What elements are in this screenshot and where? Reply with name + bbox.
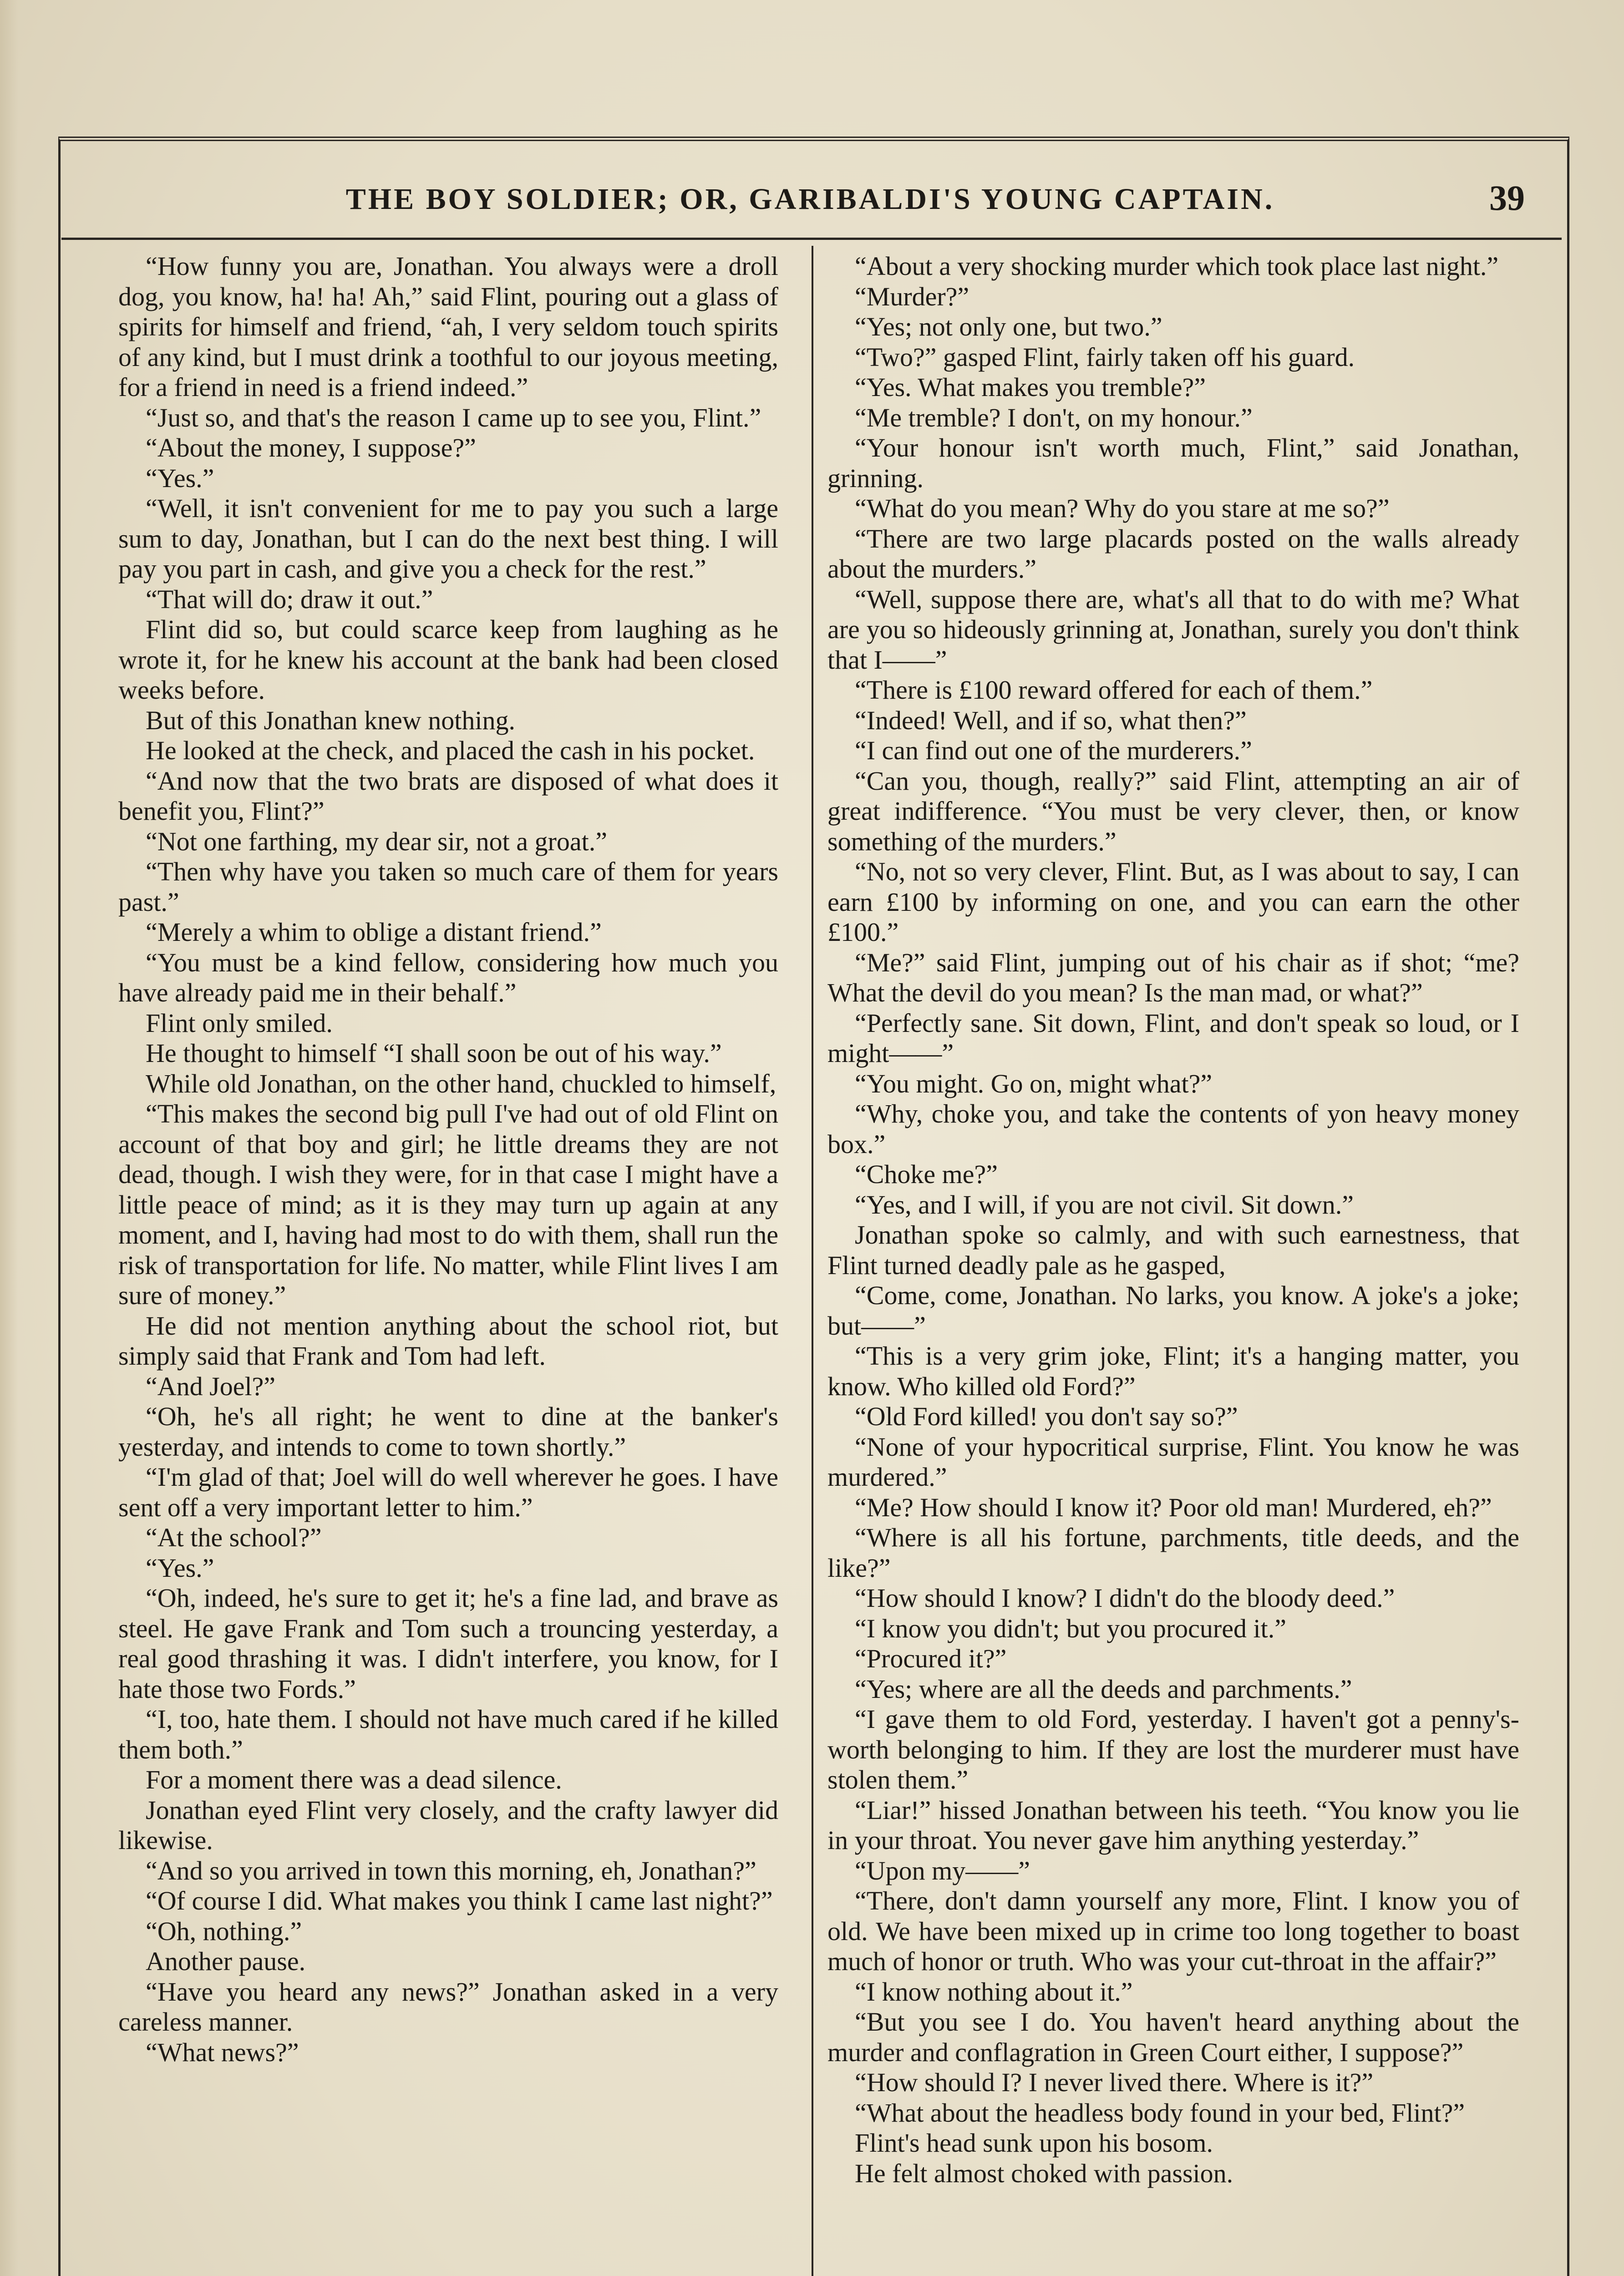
paragraph: “There is £100 reward offered for each of them.”: [855, 675, 1373, 705]
paragraph: “What about the headless body found in your bed, Flint?”: [855, 2098, 1465, 2128]
paragraph: “And now that the two brats are disposed of what does it benefit you, Flint?”: [118, 766, 778, 826]
paragraph: “Old Ford killed! you don't say so?”: [855, 1402, 1238, 1431]
paragraph: “There are two large placards posted on the walls already about the murders.”: [827, 523, 1519, 584]
paragraph: Flint's head sunk upon his bosom.: [855, 2128, 1213, 2158]
paragraph: “I'm glad of that; Joel will do well wherever he goes. I have sent off a very important letter to him.”: [118, 1462, 778, 1522]
paragraph: “I know nothing about it.”: [855, 1976, 1133, 2007]
right-column: [827, 251, 1519, 2189]
paragraph: “You must be a kind fellow, considering how much you have already paid me in their behalf.”: [118, 947, 778, 1007]
paragraph: “But you see I do. You haven't heard anything about the murder and conflagration in Green Court either, I suppose?”: [827, 2007, 1519, 2067]
paragraph: “Oh, indeed, he's sure to get it; he's a fine lad, and brave as steel. He gave Frank and Tom such a trouncing yesterday, a real good thrashing it was. I didn't interfere, you know, for I hate those two Fords.”: [118, 1583, 778, 1704]
paragraph: “Not one farthing, my dear sir, not a groat.”: [146, 826, 607, 856]
header-rule: [61, 238, 1562, 240]
paragraph: “Me tremble? I don't, on my honour.”: [855, 402, 1253, 432]
paragraph: “Well, it isn't convenient for me to pay you such a large sum to day, Jonathan, but I can do the next best thing. I will pay you part in cash, and give you a check for the rest.”: [118, 493, 778, 584]
paragraph: “Can you, though, really?” said Flint, attempting an air of great indifference. “You must be very clever, then, or know something of the murders.”: [827, 766, 1519, 856]
paragraph: “Indeed! Well, and if so, what then?”: [855, 705, 1247, 735]
paragraph: “Procured it?”: [855, 1644, 1007, 1673]
paragraph: “I know you didn't; but you procured it.”: [855, 1613, 1286, 1643]
paragraph: “Yes; where are all the deeds and parchments.”: [855, 1674, 1352, 1704]
running-header: [59, 178, 1561, 232]
paragraph: “Of course I did. What makes you think I came last night?”: [146, 1886, 773, 1915]
paragraph: “And Joel?”: [146, 1371, 276, 1401]
paragraph: “Oh, nothing.”: [146, 1916, 302, 1946]
paragraph: “Me?” said Flint, jumping out of his chair as if shot; “me? What the devil do you mean? Is the man mad, or what?”: [827, 947, 1519, 1007]
paragraph: For a moment there was a dead silence.: [146, 1765, 562, 1794]
paragraph: “At the school?”: [146, 1523, 322, 1552]
paragraph: “Me? How should I know it? Poor old man! Murdered, eh?”: [855, 1492, 1492, 1522]
paragraph: “Two?” gasped Flint, fairly taken off his guard.: [855, 342, 1355, 372]
column-divider: [812, 246, 813, 2276]
paragraph: “This is a very grim joke, Flint; it's a hanging matter, you know. Who killed old Ford?”: [827, 1341, 1519, 1401]
paragraph: “Your honour isn't worth much, Flint,” said Jonathan, grinning.: [827, 433, 1519, 493]
paragraph: “Liar!” hissed Jonathan between his teeth. “You know you lie in your throat. You never gave him anything yesterday.”: [827, 1795, 1519, 1855]
paragraph: “None of your hypocritical surprise, Flint. You know he was murdered.”: [827, 1432, 1519, 1492]
paragraph: “Yes.”: [146, 463, 214, 493]
paragraph: “Well, suppose there are, what's all that to do with me? What are you so hideously grinning at, Jonathan, surely you don't think that I——”: [827, 584, 1519, 675]
paragraph: “Just so, and that's the reason I came up to see you, Flint.”: [146, 402, 761, 432]
paragraph: “And so you arrived in town this morning, eh, Jonathan?”: [146, 1855, 756, 1885]
paragraph: Jonathan spoke so calmly, and with such earnestness, that Flint turned deadly pale as he gasped,: [827, 1220, 1519, 1280]
paragraph: He thought to himself “I shall soon be out of his way.”: [146, 1038, 722, 1068]
page-edge-shading: [0, 0, 18, 2276]
page-number: 39: [1489, 178, 1525, 218]
paragraph: He looked at the check, and placed the cash in his pocket.: [146, 736, 755, 765]
paragraph: “Upon my——”: [855, 1855, 1030, 1885]
paragraph: “How should I know? I didn't do the bloody deed.”: [855, 1583, 1395, 1613]
paragraph: “I gave them to old Ford, yesterday. I haven't got a penny's-worth belonging to him. If they are lost the murderer must have stolen them.”: [827, 1704, 1519, 1794]
paragraph: “Choke me?”: [855, 1159, 998, 1189]
paragraph: “Yes, and I will, if you are not civil. Sit down.”: [855, 1189, 1354, 1219]
paragraph: “This makes the second big pull I've had out of old Flint on account of that boy and girl; he little dreams they are not dead, though. I wish they were, for in that case I might have a little peace of mind; as it is they may turn up again at any moment, and I, having had most to do with them, shall run the risk of transportation for life. No matter, while Flint lives I am sure of money.”: [118, 1099, 778, 1310]
paragraph: “How should I? I never lived there. Where is it?”: [855, 2068, 1374, 2097]
paragraph: While old Jonathan, on the other hand, chuckled to himself,: [146, 1068, 776, 1098]
paragraph: “I, too, hate them. I should not have much cared if he killed them both.”: [118, 1704, 778, 1764]
paragraph: “There, don't damn yourself any more, Flint. I know you of old. We have been mixed up in crime too long together to boast much of honor or truth. Who was your cut-throat in the affair?”: [827, 1886, 1519, 1976]
paragraph: Jonathan eyed Flint very closely, and the crafty lawyer did likewise.: [118, 1795, 778, 1855]
paragraph: “About a very shocking murder which took place last night.”: [855, 251, 1499, 281]
paragraph: “What do you mean? Why do you stare at me so?”: [855, 493, 1390, 523]
paragraph: “Where is all his fortune, parchments, title deeds, and the like?”: [827, 1523, 1519, 1583]
paragraph: But of this Jonathan knew nothing.: [146, 705, 515, 735]
paragraph: “Perfectly sane. Sit down, Flint, and don't speak so loud, or I might——”: [827, 1008, 1519, 1068]
paragraph: “Then why have you taken so much care of them for years past.”: [118, 857, 778, 917]
paragraph: “What news?”: [146, 2037, 299, 2067]
left-column: [118, 251, 778, 2068]
paragraph: Another pause.: [146, 1946, 306, 1976]
paragraph: “Have you heard any news?” Jonathan asked in a very careless manner.: [118, 1976, 778, 2037]
paragraph: “How funny you are, Jonathan. You always were a droll dog, you know, ha! ha! Ah,” said Flint, pouring out a glass of spirits for himself and friend, “ah, I very seldom touch spirits of any kind, but I must drink a toothful to our joyous meeting, for a friend in need is a friend indeed.”: [118, 251, 778, 402]
paragraph: “Merely a whim to oblige a distant friend.”: [146, 917, 602, 947]
paragraph: “Why, choke you, and take the contents of yon heavy money box.”: [827, 1099, 1519, 1159]
paragraph: “I can find out one of the murderers.”: [855, 736, 1252, 765]
paragraph: Flint did so, but could scarce keep from laughing as he wrote it, for he knew his account at the bank had been closed weeks before.: [118, 615, 778, 705]
paragraph: “Yes; not only one, but two.”: [855, 312, 1162, 341]
paragraph: He did not mention anything about the school riot, but simply said that Frank and Tom had left.: [118, 1311, 778, 1371]
paragraph: “No, not so very clever, Flint. But, as I was about to say, I can earn £100 by informing on one, and you can earn the other £100.”: [827, 857, 1519, 947]
paragraph: “Oh, he's all right; he went to dine at the banker's yesterday, and intends to come to town shortly.”: [118, 1402, 778, 1462]
paragraph: He felt almost choked with passion.: [855, 2158, 1233, 2188]
paragraph: “That will do; draw it out.”: [146, 584, 433, 614]
paragraph: “Yes.”: [146, 1553, 214, 1583]
running-title: THE BOY SOLDIER; OR, GARIBALDI'S YOUNG CAPTAIN.: [345, 183, 1275, 216]
paragraph: “Yes. What makes you tremble?”: [855, 372, 1206, 402]
paragraph: “Murder?”: [855, 281, 969, 311]
paragraph: “Come, come, Jonathan. No larks, you know. A joke's a joke; but——”: [827, 1280, 1519, 1341]
paragraph: “About the money, I suppose?”: [146, 433, 476, 462]
paragraph: Flint only smiled.: [146, 1008, 333, 1038]
paragraph: “You might. Go on, might what?”: [855, 1068, 1213, 1098]
